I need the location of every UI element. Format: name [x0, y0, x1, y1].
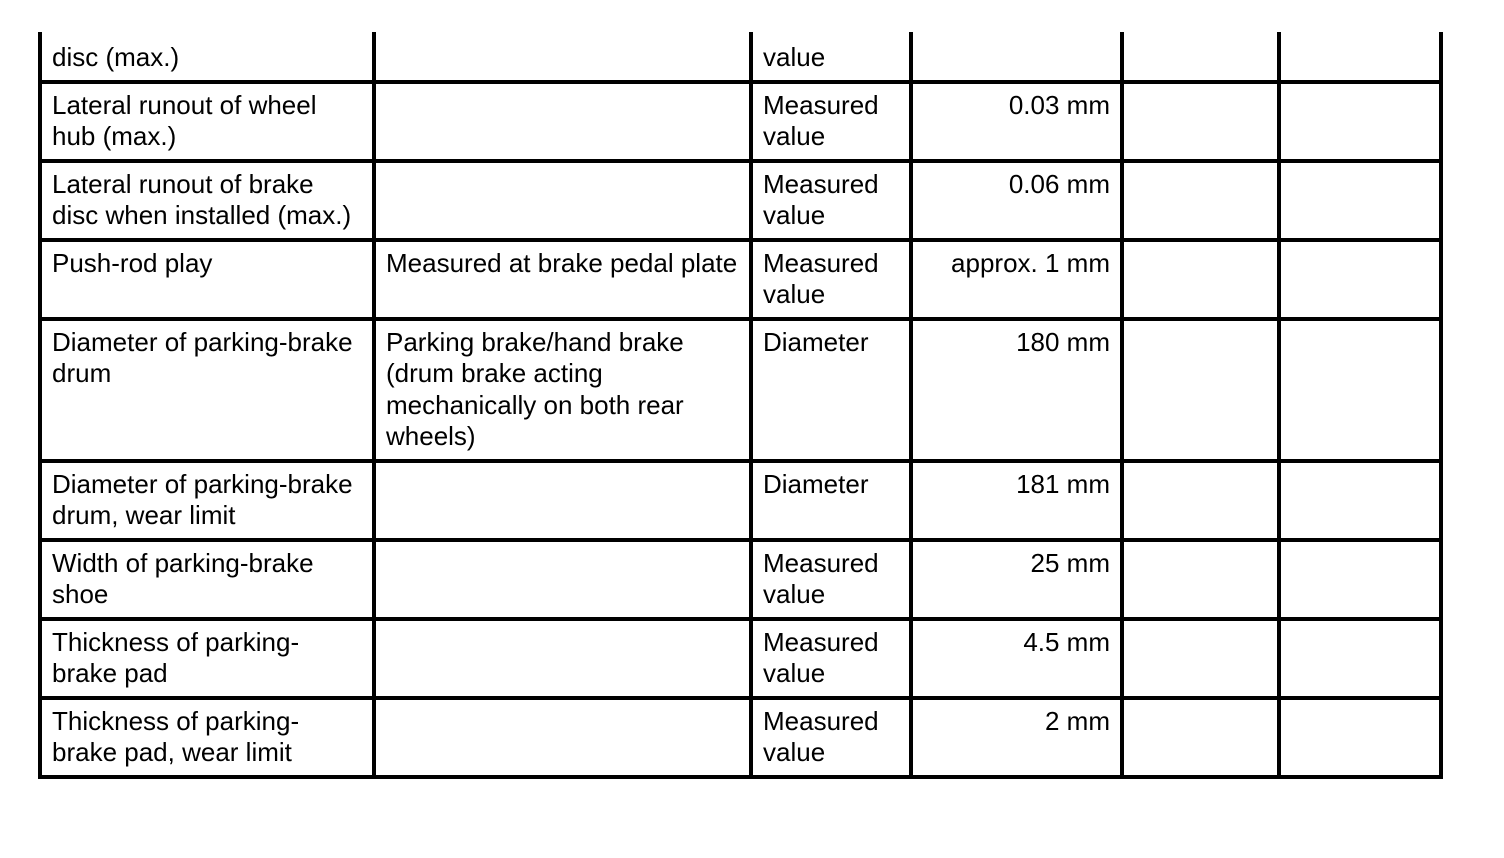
type-cell: Measured value — [751, 161, 911, 240]
extra-cell-1 — [1122, 540, 1279, 619]
condition-cell: Parking brake/hand brake (drum brake acting mechanically on both rear wheels) — [374, 319, 751, 461]
value-cell: 181 mm — [911, 461, 1122, 540]
item-cell: Diameter of parking-brake drum — [40, 319, 374, 461]
condition-cell — [374, 698, 751, 777]
extra-cell-2 — [1279, 240, 1441, 319]
type-cell: value — [751, 32, 911, 82]
extra-cell-1 — [1122, 82, 1279, 161]
extra-cell-2 — [1279, 540, 1441, 619]
condition-cell — [374, 82, 751, 161]
extra-cell-1 — [1122, 698, 1279, 777]
item-cell: Push-rod play — [40, 240, 374, 319]
extra-cell-2 — [1279, 319, 1441, 461]
item-cell: Width of parking-brake shoe — [40, 540, 374, 619]
item-cell: Thickness of parking-brake pad, wear limit — [40, 698, 374, 777]
item-cell: Lateral runout of brake disc when installed (max.) — [40, 161, 374, 240]
extra-cell-1 — [1122, 619, 1279, 698]
table-row — [40, 161, 1441, 240]
value-cell — [911, 32, 1122, 82]
value-cell: 180 mm — [911, 319, 1122, 461]
table-row — [40, 319, 1441, 461]
extra-cell-2 — [1279, 698, 1441, 777]
condition-cell — [374, 161, 751, 240]
item-cell: disc (max.) — [40, 32, 374, 82]
type-cell: Measured value — [751, 540, 911, 619]
type-cell: Diameter — [751, 461, 911, 540]
value-cell: 2 mm — [911, 698, 1122, 777]
value-cell: 0.03 mm — [911, 82, 1122, 161]
table-row — [40, 240, 1441, 319]
condition-cell — [374, 619, 751, 698]
extra-cell-2 — [1279, 161, 1441, 240]
value-cell: 0.06 mm — [911, 161, 1122, 240]
item-cell: Diameter of parking-brake drum, wear limit — [40, 461, 374, 540]
item-cell: Thickness of parking-brake pad — [40, 619, 374, 698]
spec-table — [38, 32, 1443, 779]
extra-cell-1 — [1122, 161, 1279, 240]
type-cell: Measured value — [751, 619, 911, 698]
extra-cell-2 — [1279, 461, 1441, 540]
value-cell: approx. 1 mm — [911, 240, 1122, 319]
value-cell: 4.5 mm — [911, 619, 1122, 698]
extra-cell-2 — [1279, 82, 1441, 161]
extra-cell-1 — [1122, 461, 1279, 540]
condition-cell: Measured at brake pedal plate — [374, 240, 751, 319]
type-cell: Measured value — [751, 240, 911, 319]
type-cell: Diameter — [751, 319, 911, 461]
extra-cell-2 — [1279, 32, 1441, 82]
type-cell: Measured value — [751, 82, 911, 161]
extra-cell-2 — [1279, 619, 1441, 698]
condition-cell — [374, 540, 751, 619]
condition-cell — [374, 461, 751, 540]
condition-cell — [374, 32, 751, 82]
table-row — [40, 619, 1441, 698]
table-row — [40, 698, 1441, 777]
value-cell: 25 mm — [911, 540, 1122, 619]
extra-cell-1 — [1122, 32, 1279, 82]
table-row — [40, 32, 1441, 82]
table-row — [40, 540, 1441, 619]
item-cell: Lateral runout of wheel hub (max.) — [40, 82, 374, 161]
extra-cell-1 — [1122, 319, 1279, 461]
type-cell: Measured value — [751, 698, 911, 777]
table-row — [40, 82, 1441, 161]
table-row — [40, 461, 1441, 540]
extra-cell-1 — [1122, 240, 1279, 319]
